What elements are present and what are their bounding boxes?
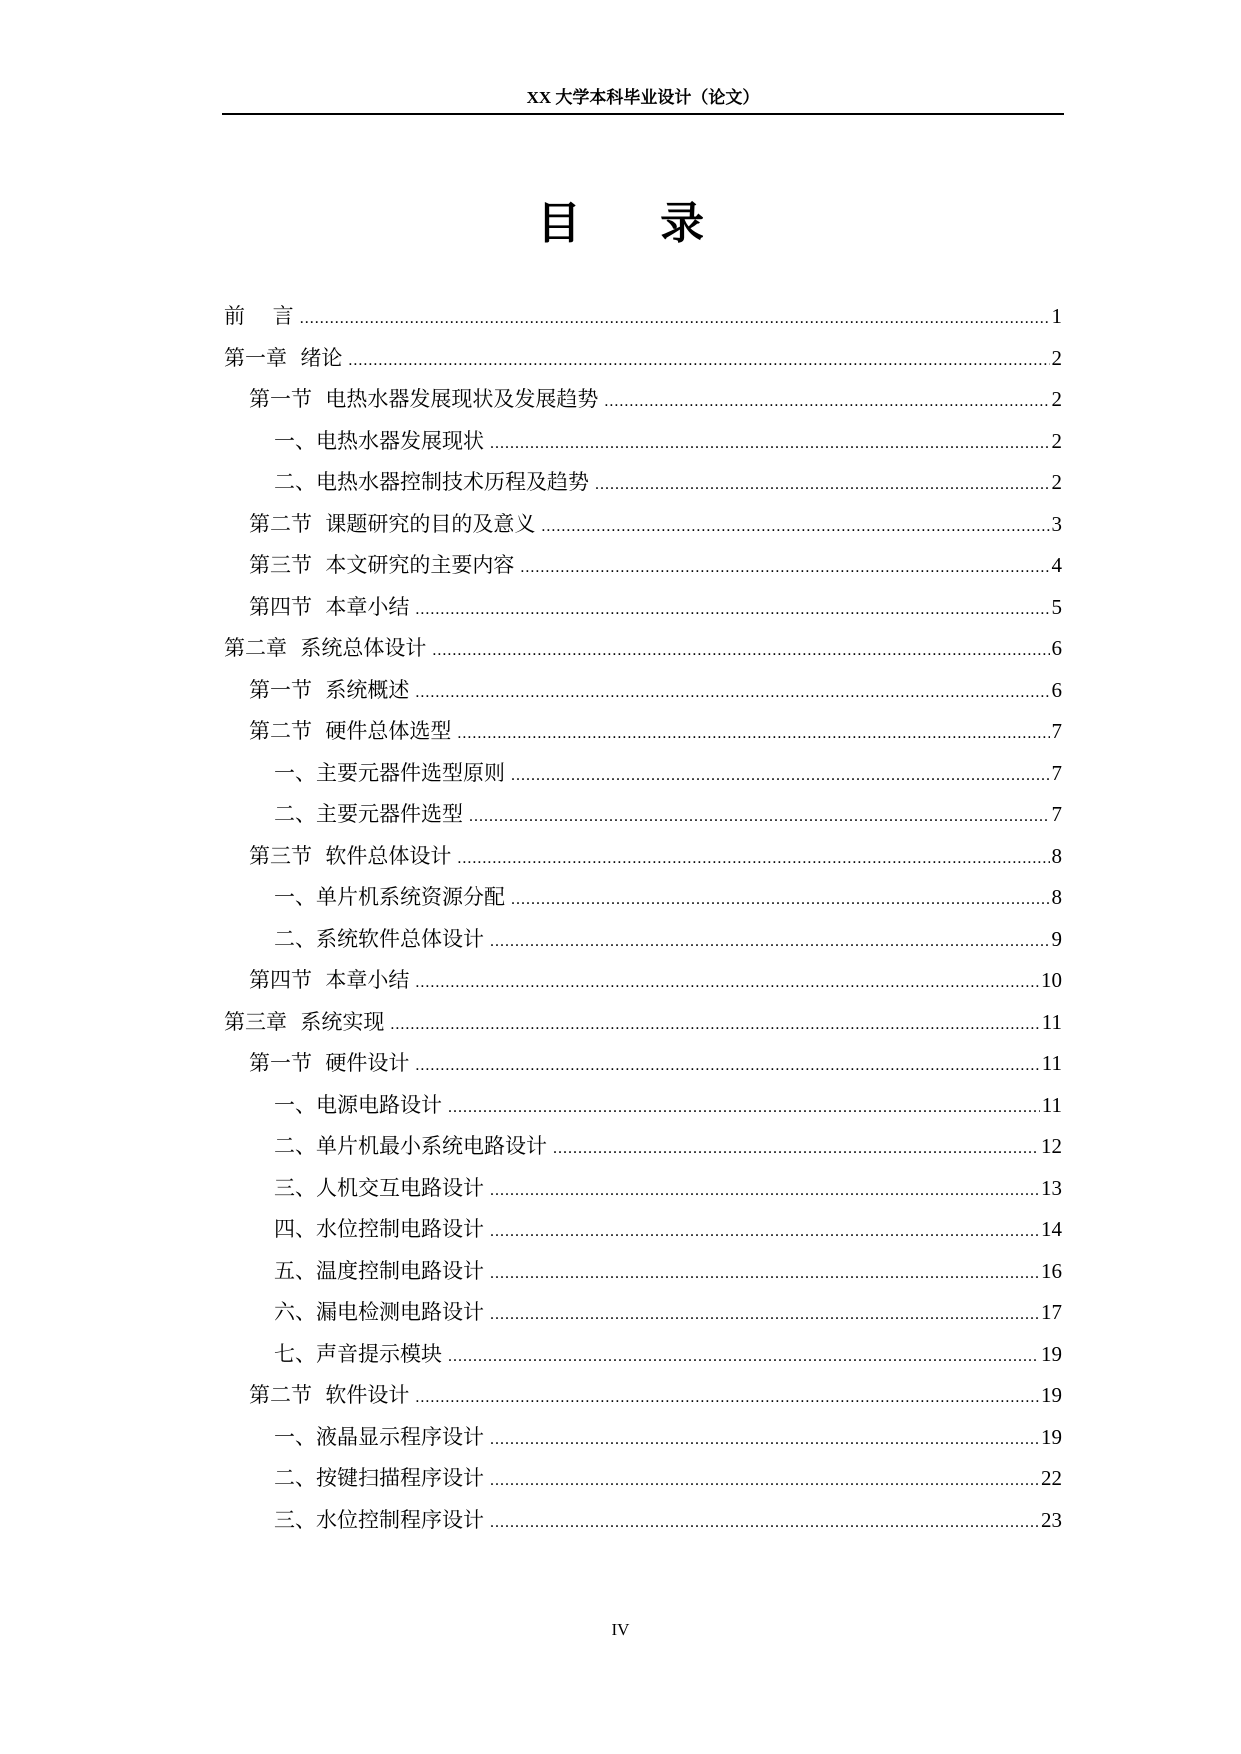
toc-entry-page: 7 bbox=[1051, 719, 1062, 743]
toc-entry[interactable] bbox=[224, 1251, 1062, 1293]
toc-entry-label: 二、主要元器件选型 bbox=[274, 802, 463, 826]
toc-dot-leader bbox=[490, 1253, 1039, 1295]
toc-dot-leader bbox=[553, 1128, 1039, 1170]
toc-dot-leader bbox=[490, 423, 1050, 465]
toc-entry-page: 8 bbox=[1051, 843, 1062, 868]
toc-entry-label: 第四节 本章小结 bbox=[249, 594, 410, 619]
toc-dot-leader bbox=[432, 630, 1049, 672]
toc-title: 目 录 bbox=[536, 198, 737, 249]
toc-entry-label: 二、单片机最小系统电路设计 bbox=[274, 1134, 547, 1158]
toc-entry[interactable] bbox=[224, 1209, 1062, 1251]
toc-entry-label: 五、温度控制电路设计 bbox=[274, 1258, 484, 1283]
toc-entry[interactable] bbox=[224, 919, 1062, 961]
toc-entry[interactable] bbox=[224, 753, 1062, 795]
toc-dot-leader bbox=[415, 1377, 1039, 1419]
toc-entry-label: 第一章 绪论 bbox=[224, 345, 343, 370]
toc-dot-leader bbox=[415, 589, 1049, 631]
toc-entry-label: 一、液晶显示程序设计 bbox=[274, 1424, 484, 1449]
toc-entry-label: 二、系统软件总体设计 bbox=[274, 926, 484, 951]
toc-entry[interactable] bbox=[224, 877, 1062, 919]
toc-dot-leader bbox=[390, 1004, 1039, 1046]
toc-entry[interactable] bbox=[224, 462, 1062, 504]
toc-entry[interactable] bbox=[224, 1417, 1062, 1459]
toc-entry-page: 3 bbox=[1051, 511, 1062, 536]
toc-entry-page: 11 bbox=[1041, 1092, 1062, 1117]
toc-dot-leader bbox=[469, 796, 1050, 838]
toc-entry[interactable] bbox=[224, 545, 1062, 587]
toc-dot-leader bbox=[415, 962, 1039, 1004]
toc-entry[interactable] bbox=[224, 1458, 1062, 1500]
toc-dot-leader bbox=[300, 298, 1050, 340]
toc-dot-leader bbox=[490, 1211, 1039, 1253]
toc-entry-page: 2 bbox=[1051, 428, 1062, 453]
toc-entry-label: 第一节 系统概述 bbox=[249, 677, 410, 702]
toc-entry-page: 9 bbox=[1051, 926, 1062, 951]
toc-entry[interactable] bbox=[224, 1085, 1062, 1127]
toc-entry-label: 六、漏电检测电路设计 bbox=[274, 1300, 484, 1324]
toc-entry-page: 2 bbox=[1051, 345, 1062, 370]
toc-entry-label: 第四节 本章小结 bbox=[249, 968, 410, 992]
toc-dot-leader bbox=[415, 1045, 1039, 1087]
toc-entry[interactable] bbox=[224, 296, 1062, 338]
toc-entry-page: 13 bbox=[1041, 1175, 1062, 1200]
toc-entry[interactable] bbox=[224, 711, 1062, 753]
page-header-title: XX 大学本科毕业设计（论文） bbox=[526, 88, 760, 107]
toc-dot-leader bbox=[348, 340, 1049, 382]
toc-entry-page: 4 bbox=[1051, 553, 1062, 577]
toc-entry[interactable] bbox=[224, 421, 1062, 463]
toc-entry-label: 第三节 本文研究的主要内容 bbox=[249, 553, 515, 577]
header-rule bbox=[222, 113, 1064, 115]
toc-entry-page: 7 bbox=[1051, 760, 1062, 785]
toc-dot-leader bbox=[490, 1294, 1039, 1336]
toc-entry-page: 19 bbox=[1041, 1383, 1062, 1407]
toc-dot-leader bbox=[457, 838, 1049, 880]
table-of-contents bbox=[224, 296, 1062, 1541]
toc-entry[interactable] bbox=[224, 1126, 1062, 1168]
toc-entry[interactable] bbox=[224, 1002, 1062, 1044]
toc-entry-label: 第一节 硬件设计 bbox=[249, 1051, 410, 1075]
toc-dot-leader bbox=[511, 755, 1050, 797]
toc-entry-label: 第三节 软件总体设计 bbox=[249, 843, 452, 868]
toc-entry[interactable] bbox=[224, 836, 1062, 878]
toc-entry-label: 第三章 系统实现 bbox=[224, 1009, 385, 1034]
toc-dot-leader bbox=[490, 921, 1050, 963]
toc-dot-leader bbox=[490, 1460, 1039, 1502]
toc-entry[interactable] bbox=[224, 794, 1062, 836]
toc-dot-leader bbox=[415, 672, 1049, 714]
toc-entry-label: 第一节 电热水器发展现状及发展趋势 bbox=[249, 387, 599, 411]
toc-entry-page: 6 bbox=[1051, 677, 1062, 702]
toc-entry-label: 四、水位控制电路设计 bbox=[274, 1217, 484, 1241]
page-number: IV bbox=[611, 1620, 630, 1639]
toc-entry[interactable] bbox=[224, 1334, 1062, 1376]
toc-entry[interactable] bbox=[224, 587, 1062, 629]
toc-entry-page: 7 bbox=[1051, 802, 1062, 826]
toc-entry-page: 22 bbox=[1041, 1466, 1062, 1490]
toc-entry-label: 一、主要元器件选型原则 bbox=[274, 760, 505, 785]
toc-entry-page: 5 bbox=[1051, 594, 1062, 619]
toc-dot-leader bbox=[448, 1336, 1039, 1378]
toc-entry-page: 16 bbox=[1041, 1258, 1062, 1283]
toc-entry-page: 17 bbox=[1041, 1300, 1062, 1324]
toc-entry[interactable] bbox=[224, 338, 1062, 380]
toc-entry[interactable] bbox=[224, 1043, 1062, 1085]
toc-entry-page: 19 bbox=[1041, 1341, 1062, 1366]
toc-entry-page: 14 bbox=[1041, 1217, 1062, 1241]
toc-entry-page: 10 bbox=[1041, 968, 1062, 992]
toc-entry-page: 6 bbox=[1051, 636, 1062, 660]
toc-entry-label: 一、单片机系统资源分配 bbox=[274, 885, 505, 909]
toc-entry-page: 2 bbox=[1051, 470, 1062, 494]
toc-entry-label: 三、水位控制程序设计 bbox=[274, 1507, 484, 1532]
toc-dot-leader bbox=[520, 547, 1049, 589]
toc-dot-leader bbox=[490, 1502, 1039, 1544]
toc-entry[interactable] bbox=[224, 379, 1062, 421]
toc-entry[interactable] bbox=[224, 1375, 1062, 1417]
toc-entry-label: 前 言 bbox=[224, 304, 294, 328]
toc-dot-leader bbox=[457, 713, 1049, 755]
toc-entry-page: 23 bbox=[1041, 1507, 1062, 1532]
toc-entry-label: 三、人机交互电路设计 bbox=[274, 1175, 484, 1200]
toc-entry[interactable] bbox=[224, 628, 1062, 670]
toc-entry-label: 二、电热水器控制技术历程及趋势 bbox=[274, 470, 589, 494]
toc-entry-label: 第二章 系统总体设计 bbox=[224, 636, 427, 660]
toc-entry-page: 1 bbox=[1051, 304, 1062, 328]
toc-entry-label: 第二节 课题研究的目的及意义 bbox=[249, 511, 536, 536]
toc-dot-leader bbox=[511, 879, 1050, 921]
toc-entry[interactable] bbox=[224, 1168, 1062, 1210]
toc-dot-leader bbox=[541, 506, 1049, 548]
toc-dot-leader bbox=[595, 464, 1050, 506]
toc-entry[interactable] bbox=[224, 670, 1062, 712]
toc-entry-page: 11 bbox=[1041, 1009, 1062, 1034]
toc-entry-label: 第二节 硬件总体选型 bbox=[249, 719, 452, 743]
toc-dot-leader bbox=[490, 1419, 1039, 1461]
toc-entry-page: 11 bbox=[1041, 1051, 1062, 1075]
toc-entry-label: 一、电热水器发展现状 bbox=[274, 428, 484, 453]
toc-entry-page: 19 bbox=[1041, 1424, 1062, 1449]
toc-entry-page: 8 bbox=[1051, 885, 1062, 909]
toc-entry-label: 二、按键扫描程序设计 bbox=[274, 1466, 484, 1490]
toc-entry-page: 2 bbox=[1051, 387, 1062, 411]
toc-dot-leader bbox=[448, 1087, 1040, 1129]
toc-entry-label: 一、电源电路设计 bbox=[274, 1092, 442, 1117]
toc-entry-page: 12 bbox=[1041, 1134, 1062, 1158]
toc-entry[interactable] bbox=[224, 1500, 1062, 1542]
toc-dot-leader bbox=[604, 381, 1049, 423]
toc-dot-leader bbox=[490, 1170, 1039, 1212]
toc-entry[interactable] bbox=[224, 960, 1062, 1002]
toc-entry[interactable] bbox=[224, 504, 1062, 546]
toc-entry-label: 七、声音提示模块 bbox=[274, 1341, 442, 1366]
toc-entry[interactable] bbox=[224, 1292, 1062, 1334]
toc-entry-label: 第二节 软件设计 bbox=[249, 1383, 410, 1407]
